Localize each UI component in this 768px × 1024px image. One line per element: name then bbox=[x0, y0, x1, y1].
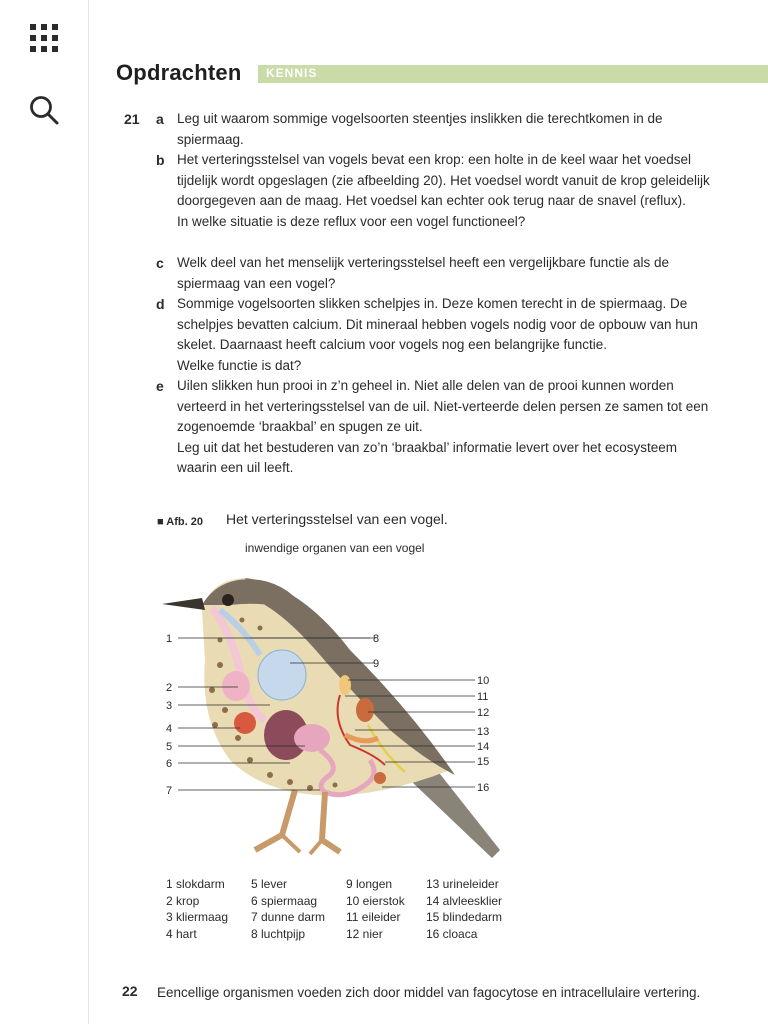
search-icon[interactable] bbox=[28, 94, 60, 126]
question-text bbox=[177, 150, 717, 232]
question-text bbox=[177, 253, 717, 294]
legend-item: 4 hart bbox=[166, 926, 197, 941]
part-letter: b bbox=[156, 152, 165, 168]
question-number: 22 bbox=[122, 983, 138, 999]
legend-column bbox=[251, 876, 325, 942]
legend-item: 13 urineleider bbox=[426, 877, 499, 891]
legend-item: 3 kliermaag bbox=[166, 910, 229, 924]
legend-item: 14 alvleesklier bbox=[426, 893, 503, 908]
figure-label: 2 bbox=[166, 682, 173, 694]
figure-label: 11 bbox=[477, 691, 489, 703]
figure-subcaption: inwendige organen van een vogel bbox=[245, 541, 425, 555]
part-letter: d bbox=[156, 296, 165, 312]
part-letter: a bbox=[156, 111, 164, 127]
figure-label: 4 bbox=[166, 723, 173, 735]
figure-label: 12 bbox=[477, 707, 490, 719]
figure-label: 14 bbox=[477, 741, 490, 753]
legend-item: 8 luchtpijp bbox=[251, 926, 306, 941]
figure-marker: ■ Afb. 20 bbox=[157, 516, 203, 528]
question-paragraph: Welk deel van het menselijk verteringsstelsel heeft een vergelijkbare functie als de spiermaag van een vogel? bbox=[177, 255, 670, 291]
question-paragraph: Sommige vogelsoorten slikken schelpjes in. Deze komen terecht in de spiermaag. De schelpjes bevatten calcium. Dit mineraal hebben vogels nodig voor de opbouw van hun skelet. Daarnaast heeft calcium voor vogels nog een belangrijke functie. bbox=[177, 296, 698, 352]
legend-item: 7 dunne darm bbox=[251, 910, 326, 924]
figure-label: 6 bbox=[166, 758, 173, 770]
question-paragraph: Leg uit waarom sommige vogelsoorten steentjes inslikken die terechtkomen in de spiermaag. bbox=[177, 111, 663, 147]
legend-item: 11 eileider bbox=[346, 910, 401, 924]
legend-item: 2 krop bbox=[166, 893, 200, 908]
question-prompt: In welke situatie is deze reflux voor een vogel functioneel? bbox=[177, 213, 526, 229]
figure-label: 13 bbox=[477, 726, 490, 738]
legend-item: 6 spiermaag bbox=[251, 893, 318, 908]
figure-label: 10 bbox=[477, 675, 490, 687]
figure-label: 9 bbox=[373, 658, 380, 670]
legend-item: 12 nier bbox=[346, 926, 383, 941]
legend-item: 10 eierstok bbox=[346, 893, 405, 908]
figure-label: 3 bbox=[166, 700, 173, 712]
figure-label: 15 bbox=[477, 756, 490, 768]
figure-label: 1 bbox=[166, 633, 173, 645]
sidebar bbox=[0, 0, 89, 1024]
legend-item: 15 blindedarm bbox=[426, 910, 503, 924]
grid-menu-icon[interactable] bbox=[30, 24, 58, 52]
question-text bbox=[177, 294, 717, 376]
bird-anatomy-illustration bbox=[150, 560, 530, 880]
question-text: Eencellige organismen voeden zich door middel van fagocytose en intracellulaire vertering. bbox=[157, 985, 701, 1000]
section-badge-label: KENNIS bbox=[266, 66, 318, 80]
legend-column bbox=[426, 876, 502, 942]
legend-item: 1 slokdarm bbox=[166, 877, 225, 891]
figure-caption: Het verteringsstelsel van een vogel. bbox=[226, 511, 448, 527]
question-paragraph: Uilen slikken hun prooi in z’n geheel in. Niet alle delen van de prooi kunnen worden verteerd in het verteringsstelsel van de uil. Niet-verteerde delen persen ze samen tot een zogenoemde ‘braakbal’ en spugen ze uit. bbox=[177, 378, 709, 434]
figure-label: 5 bbox=[166, 741, 173, 753]
question-prompt: Leg uit dat het bestuderen van zo’n ‘braakbal’ informatie levert over het ecosysteem waarin een uil leeft. bbox=[177, 439, 678, 475]
figure-label: 16 bbox=[477, 782, 490, 794]
section-badge bbox=[258, 65, 768, 83]
question-prompt: Welke functie is dat? bbox=[177, 357, 302, 373]
legend-column bbox=[346, 876, 405, 942]
question-text bbox=[177, 376, 717, 479]
legend-item: 9 longen bbox=[346, 877, 393, 891]
figure-label: 8 bbox=[373, 633, 380, 645]
part-letter: e bbox=[156, 378, 164, 394]
page-title: Opdrachten bbox=[116, 60, 242, 85]
legend-item: 5 lever bbox=[251, 877, 288, 891]
part-letter: c bbox=[156, 255, 164, 271]
legend-item: 16 cloaca bbox=[426, 926, 478, 941]
legend-column bbox=[166, 876, 228, 942]
figure-label: 7 bbox=[166, 785, 173, 797]
question-paragraph: Het verteringsstelsel van vogels bevat een krop: een holte in de keel waar het voedsel tijdelijk wordt opgeslagen (zie afbeelding 20). Het voedsel wordt vanuit de krop geleidelijk doorgegeven aan de maag. Het voedsel kan echter ook terug naar de snavel (reflux). bbox=[177, 152, 710, 208]
question-number: 21 bbox=[124, 111, 140, 127]
question-text bbox=[177, 109, 717, 150]
